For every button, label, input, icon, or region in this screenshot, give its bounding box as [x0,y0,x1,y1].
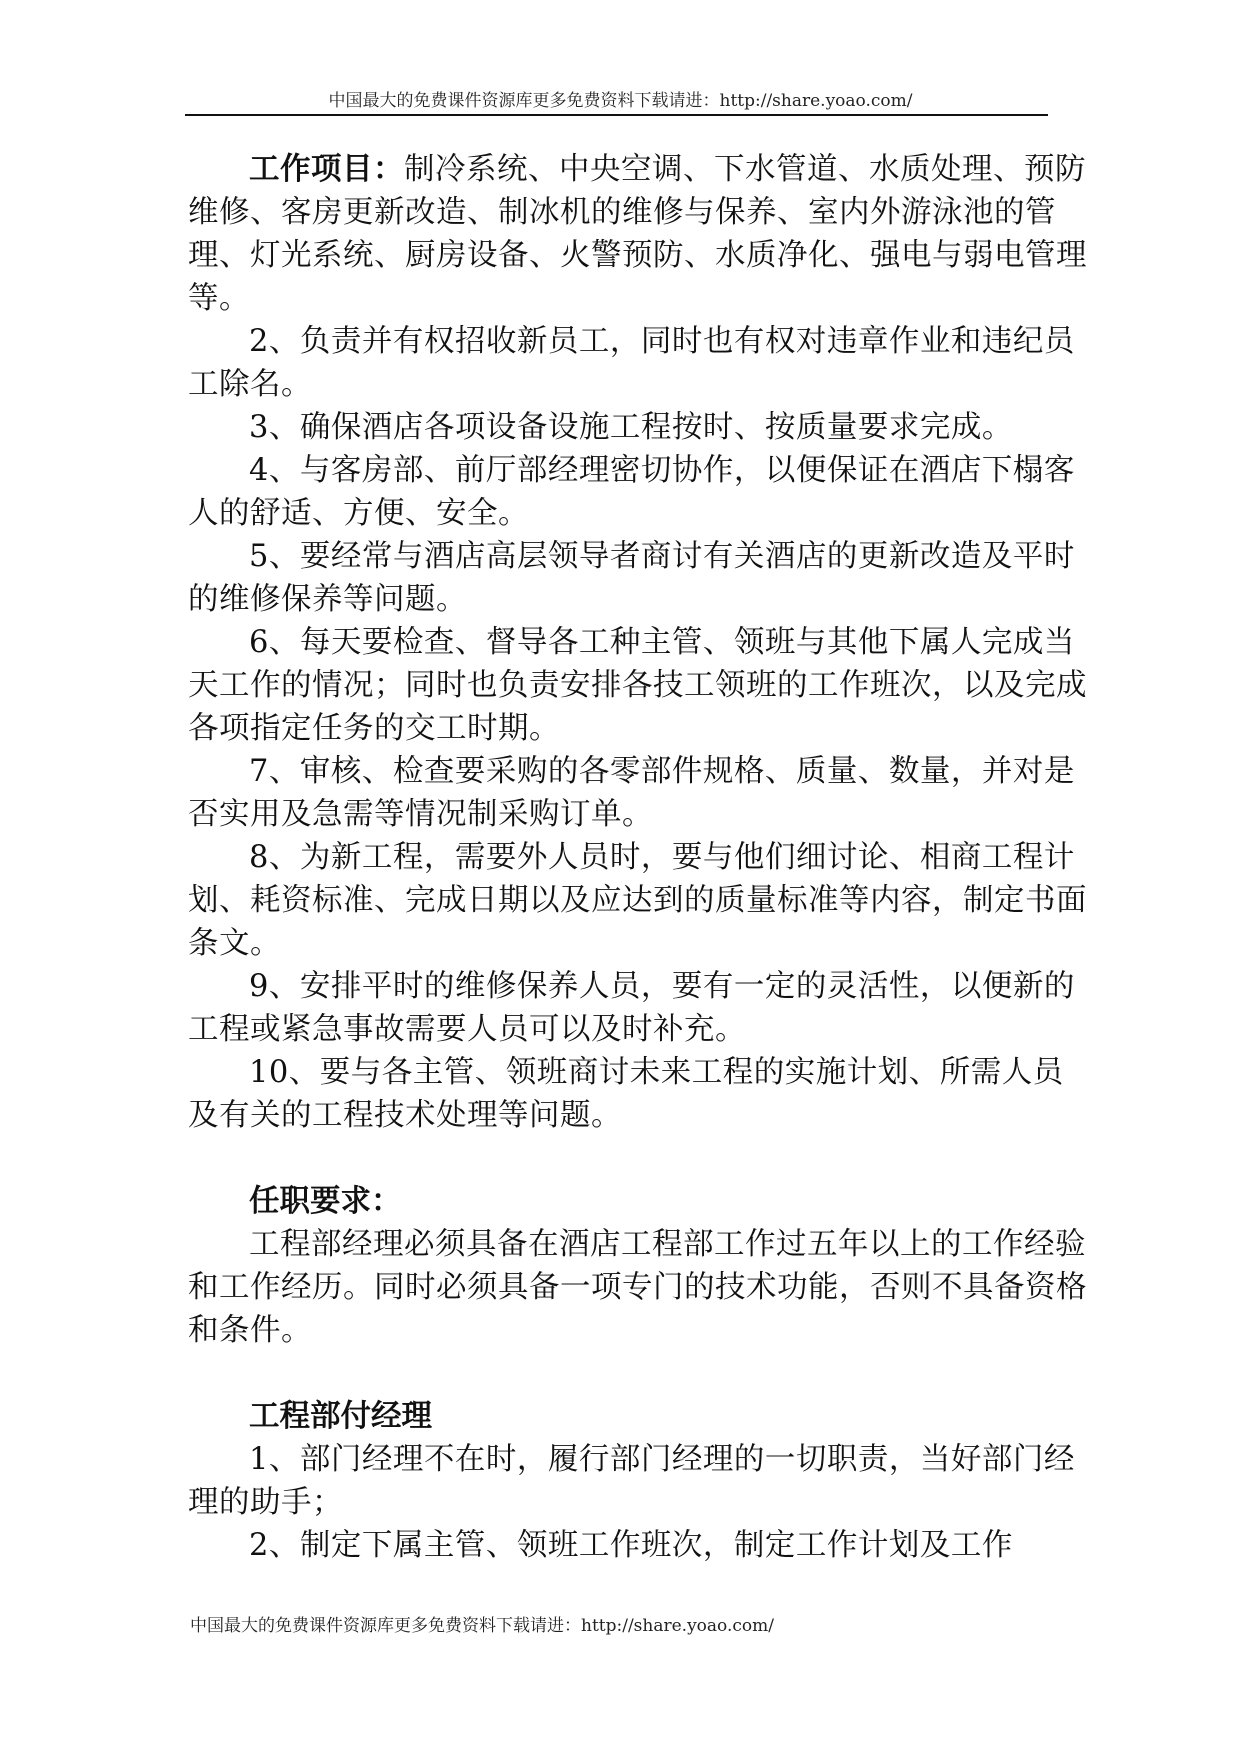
duty-item: 7、审核、检查要采购的各零部件规格、质量、数量，并对是否实用及急需等情况制采购订单。 [188,754,1075,832]
deputy-manager-heading: 工程部付经理 [249,1399,432,1434]
duty-item: 5、要经常与酒店高层领导者商讨有关酒店的更新改造及平时的维修保养等问题。 [188,539,1075,617]
section-spacer [188,1137,1088,1180]
deputy-duty-item: 1、部门经理不在时，履行部门经理的一切职责，当好部门经理的助手； [188,1442,1075,1520]
work-items-paragraph [188,148,1088,320]
duty-item: 9、安排平时的维修保养人员，要有一定的灵活性，以便新的工程或紧急事故需要人员可以及时补充。 [188,969,1075,1047]
section-spacer [188,1352,1088,1395]
duty-item: 10、要与各主管、领班商讨未来工程的实施计划、所需人员及有关的工程技术处理等问题。 [188,1055,1064,1133]
duty-item: 4、与客房部、前厅部经理密切协作，以便保证在酒店下榻客人的舒适、方便、安全。 [188,453,1075,531]
page-footer-text: 中国最大的免费课件资源库更多免费资料下载请进：http://share.yoao.com/ [190,1616,774,1636]
document-body [188,148,1088,1567]
duty-item: 8、为新工程，需要外人员时，要与他们细讨论、相商工程计划、耗资标准、完成日期以及应达到的质量标准等内容，制定书面条文。 [188,840,1087,961]
duty-item: 2、负责并有权招收新员工，同时也有权对违章作业和违纪员工除名。 [188,324,1075,402]
work-items-label: 工作项目： [249,152,404,187]
duty-item: 3、确保酒店各项设备设施工程按时、按质量要求完成。 [249,410,1013,445]
requirements-heading: 任职要求： [249,1184,402,1219]
requirements-paragraph: 工程部经理必须具备在酒店工程部工作过五年以上的工作经验和工作经历。同时必须具备一项专门的技术功能，否则不具备资格和条件。 [188,1227,1087,1348]
work-items-text: 制冷系统、中央空调、下水管道、水质处理、预防维修、客房更新改造、制冰机的维修与保养、室内外游泳池的管理、灯光系统、厨房设备、火警预防、水质净化、强电与弱电管理等。 [188,152,1087,316]
duty-item: 6、每天要检查、督导各工种主管、领班与其他下属人完成当天工作的情况；同时也负责安排各技工领班的工作班次，以及完成各项指定任务的交工时期。 [188,625,1087,746]
deputy-duty-item: 2、制定下属主管、领班工作班次，制定工作计划及工作 [249,1528,1013,1563]
header-divider [185,114,1048,116]
page-header-text: 中国最大的免费课件资源库更多免费资料下载请进：http://share.yoao.com/ [328,91,913,111]
